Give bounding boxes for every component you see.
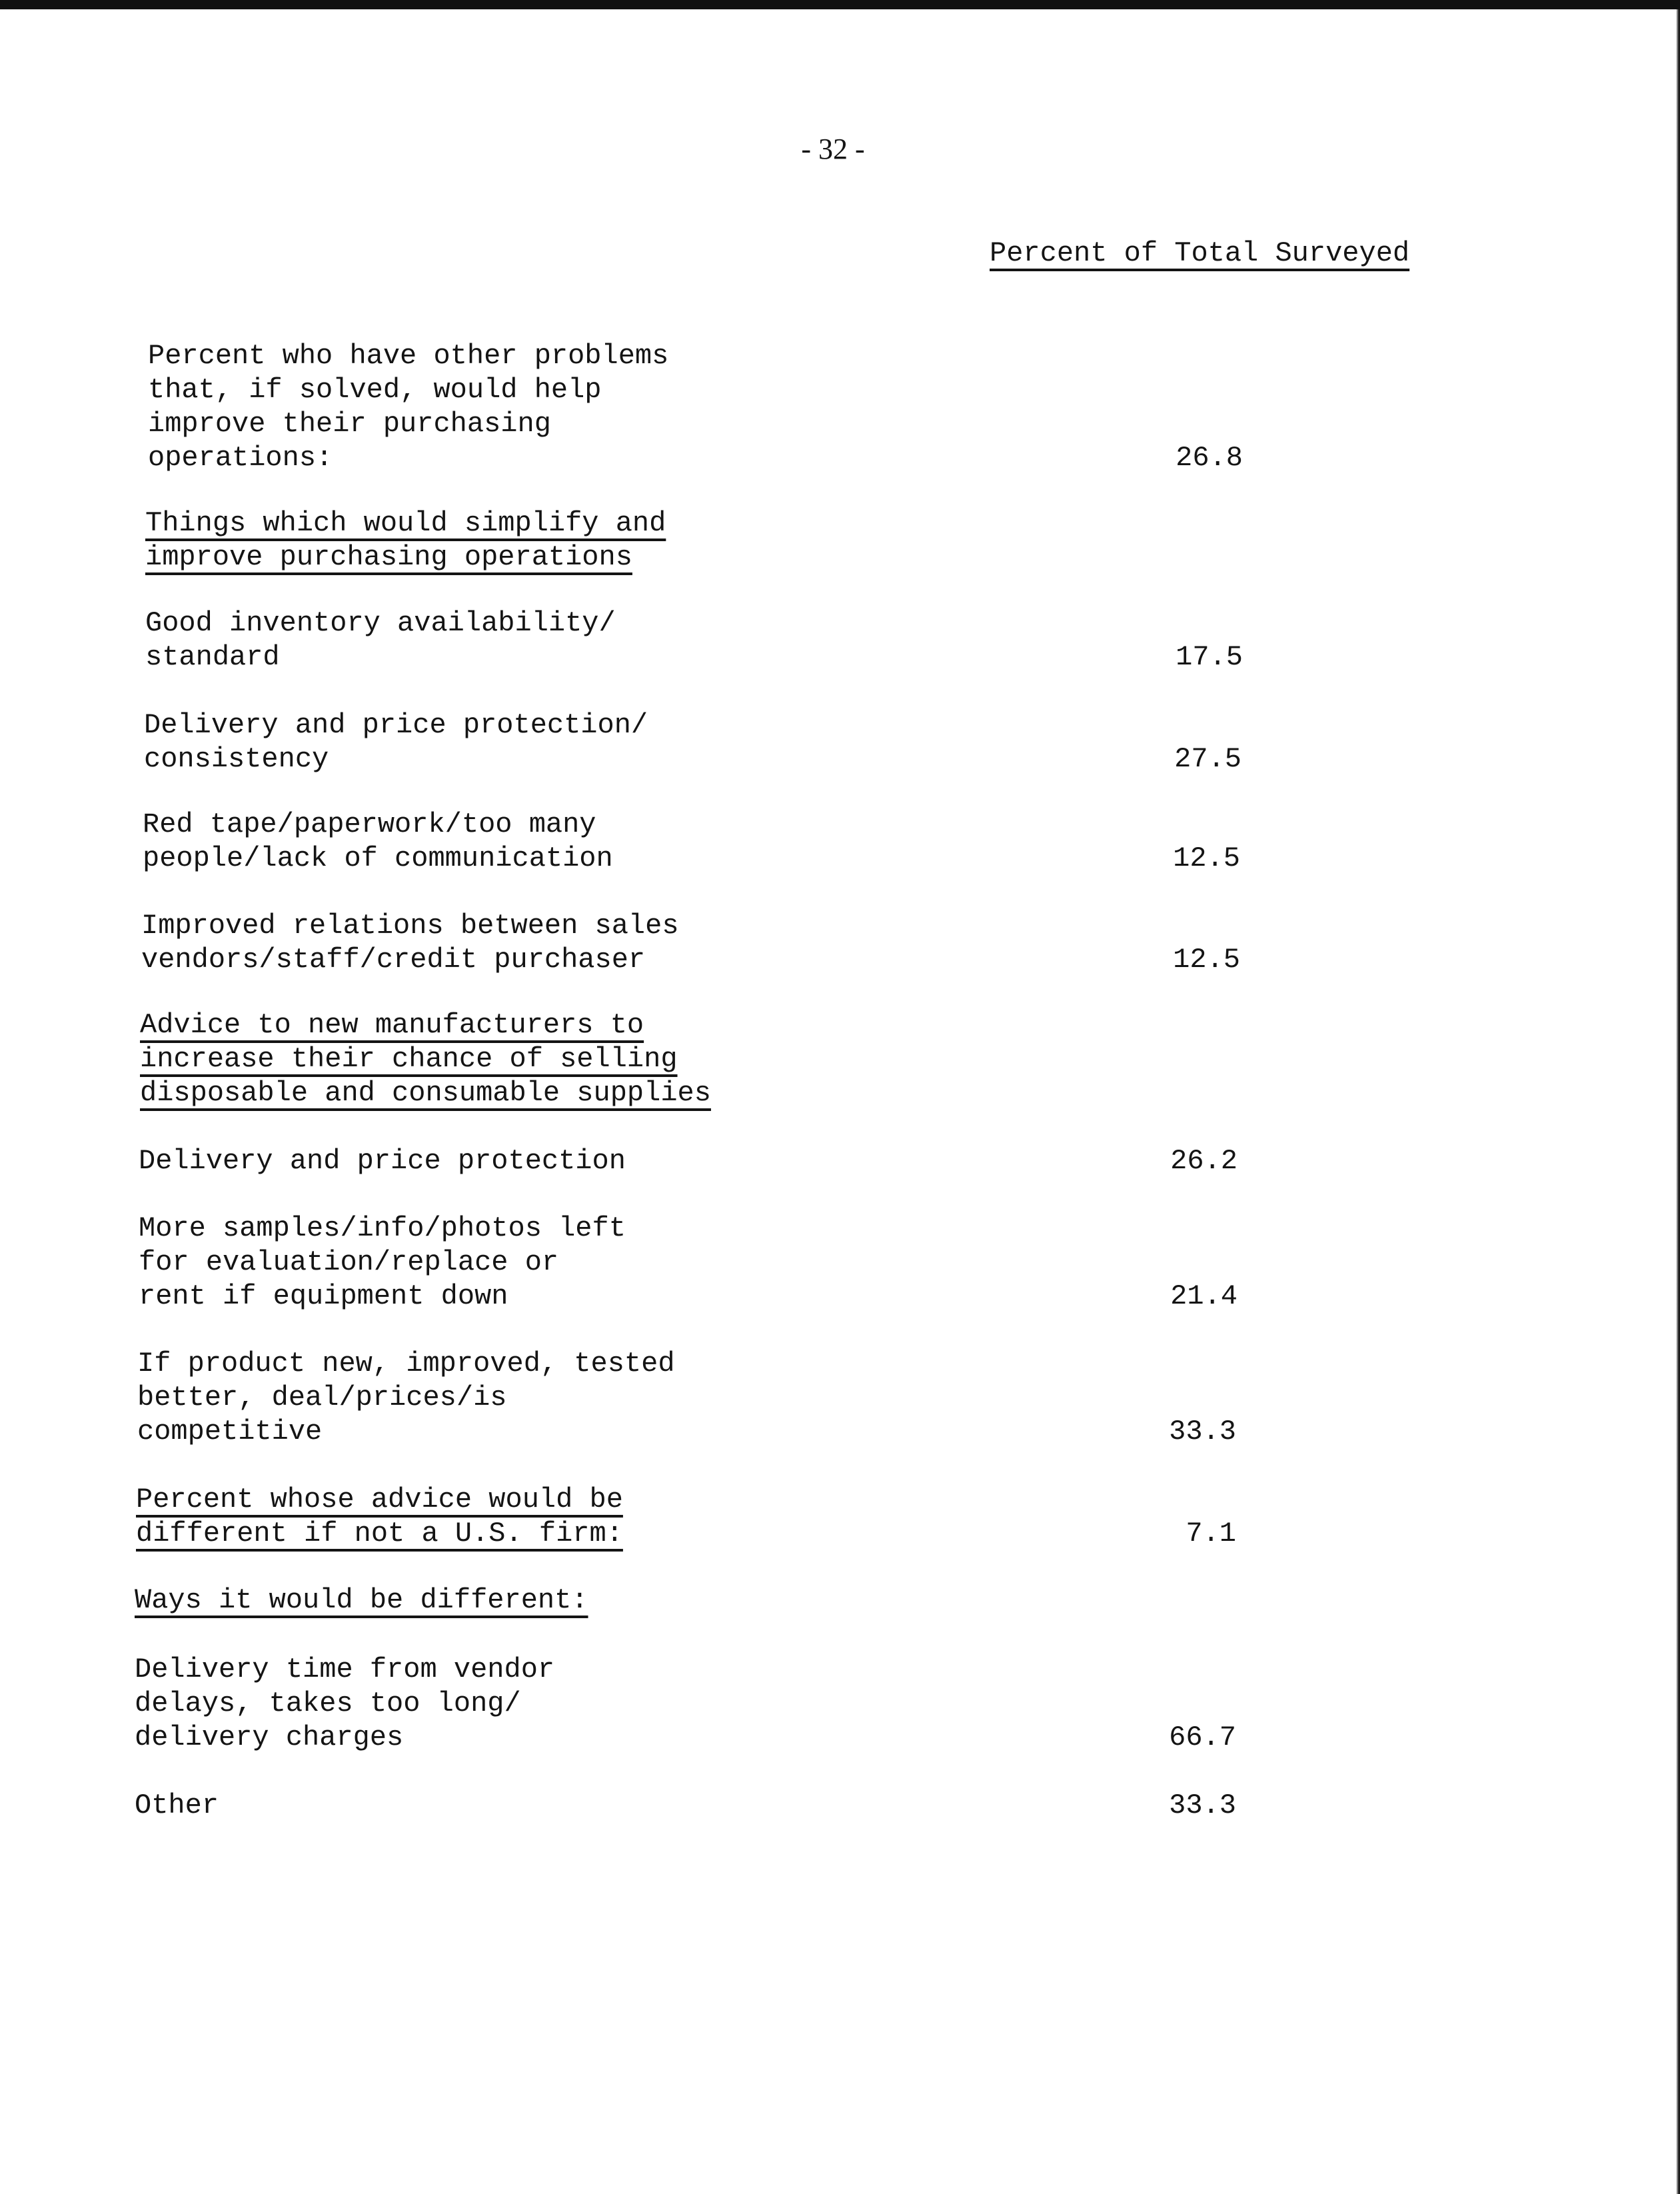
row-value: 7.1 bbox=[1186, 1518, 1236, 1550]
row-value: 33.3 bbox=[1169, 1416, 1236, 1448]
page-number: - 32 - bbox=[801, 133, 865, 165]
row-label: Delivery and price protection/ consistency bbox=[144, 709, 648, 775]
row-value: 12.5 bbox=[1173, 842, 1240, 874]
row-label: Delivery time from vendor delays, takes too long/ delivery charges bbox=[135, 1653, 555, 1753]
row-value: 12.5 bbox=[1173, 944, 1240, 976]
row-value: 26.8 bbox=[1176, 442, 1243, 474]
row-value: 33.3 bbox=[1169, 1789, 1236, 1821]
section-heading-label: Percent whose advice would be different if not a U.S. firm: bbox=[136, 1484, 623, 1550]
row-label: Other bbox=[135, 1789, 219, 1821]
row-label: Delivery and price protection bbox=[139, 1145, 626, 1177]
section-heading-label: Advice to new manufacturers to increase their chance of selling disposable and consumable supplies bbox=[140, 1009, 711, 1109]
row-label: Percent who have other problems that, if solved, would help improve their purchasing operations: bbox=[148, 340, 669, 474]
row-label: Improved relations between sales vendors/staff/credit purchaser bbox=[141, 910, 679, 976]
row-label: Good inventory availability/ standard bbox=[145, 607, 616, 673]
scan-right-edge bbox=[1676, 9, 1680, 2194]
section-heading-label: Ways it would be different: bbox=[135, 1584, 588, 1616]
row-label: If product new, improved, tested better, deal/prices/is competitive bbox=[137, 1348, 675, 1448]
column-header: Percent of Total Surveyed bbox=[990, 237, 1410, 269]
row-label: Red tape/paperwork/too many people/lack of communication bbox=[143, 808, 613, 874]
row-label: More samples/info/photos left for evaluation/replace or rent if equipment down bbox=[139, 1212, 626, 1312]
row-value: 27.5 bbox=[1174, 743, 1242, 775]
scan-top-border bbox=[0, 0, 1680, 9]
row-value: 26.2 bbox=[1170, 1145, 1238, 1177]
row-value: 17.5 bbox=[1176, 641, 1243, 673]
row-value: 21.4 bbox=[1170, 1280, 1238, 1312]
section-heading-label: Things which would simplify and improve purchasing operations bbox=[145, 507, 666, 573]
row-value: 66.7 bbox=[1169, 1721, 1236, 1753]
